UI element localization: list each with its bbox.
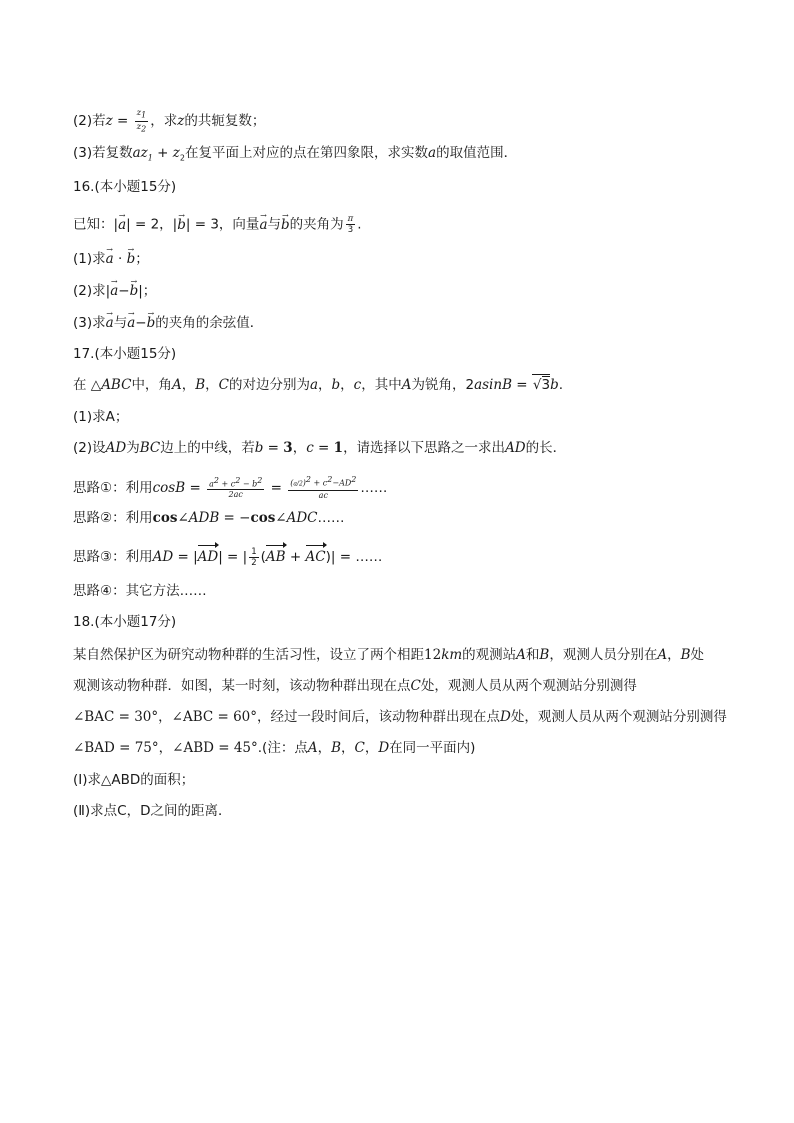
q18-line4: ∠BAD = 75°，∠ABD = 45°.(注：点A，B，C，D在同一平面内) (73, 740, 476, 756)
q16-part3: (3)求→ a与→ a−→ b的夹角的余弦值． (73, 313, 263, 333)
q17-header: 17.(本小题15分) (73, 346, 177, 362)
q17-part1: (1)求A； (73, 409, 129, 425)
q18-line3: ∠BAC = 30°，∠ABC = 60°，经过一段时间后，该动物种群出现在点D处，观测人员从两个观测站分别测得 (73, 709, 727, 725)
q18-line1: 某自然保护区为研究动物种群的生活习性，设立了两个相距12km的观测站A和B，观测人员分别在A，B处 (73, 647, 705, 663)
q18-header: 18.(本小题17分) (73, 614, 177, 630)
q16-part2: (2)求|→ a−→ b|； (73, 281, 156, 301)
q16-given: 已知：|→ a| = 2，|→ b| = 3，向量→ a与→ b的夹角为 $\frac{\pi}{3}$ . (73, 214, 362, 235)
q17-idea2: 思路②：利用cos∠ADB = −cos∠ADC…… (73, 510, 345, 526)
q15-part3: (3)若复数$az_1 + z_2$在复平面上对应的点在第四象限，求实数a的取值范围． (73, 145, 518, 163)
q18-line2: 观测该动物种群．如图，某一时刻，该动物种群出现在点C处，观测人员从两个观测站分别测得 (73, 678, 637, 694)
q17-stem: 在 △ABC中，角A，B，C的对边分别为a，b，c，其中A为锐角，2asinB = √3b. (73, 374, 563, 395)
q15-part2: (2)若z = $\frac{z_1}{z_2}$ ，求z的共轭复数； (73, 108, 266, 134)
q18-part1: (Ⅰ)求△ABD的面积； (73, 772, 195, 788)
q16-part1: (1)求→ a · → b； (73, 249, 149, 269)
q16-header: 16.(本小题15分) (73, 179, 177, 195)
q18-part2: (Ⅱ)求点C，D之间的距离． (73, 803, 232, 819)
q17-idea3: 思路③：利用AD = |AD| = | $\frac{1}{2}$ (AB + AC)| = …… (73, 546, 383, 568)
q17-idea1: 思路①：利用cosB = $\frac{a^2 + c^2 - b^2}{2ac}$ = $\frac{(a/2)^2 + c^2-AD^2}{ac}$ …… (73, 475, 388, 500)
q17-part2: (2)设AD为BC边上的中线，若b = 3，c = 1，请选择以下思路之一求出AD的长． (73, 440, 567, 456)
q17-idea4: 思路④：其它方法…… (73, 583, 207, 599)
